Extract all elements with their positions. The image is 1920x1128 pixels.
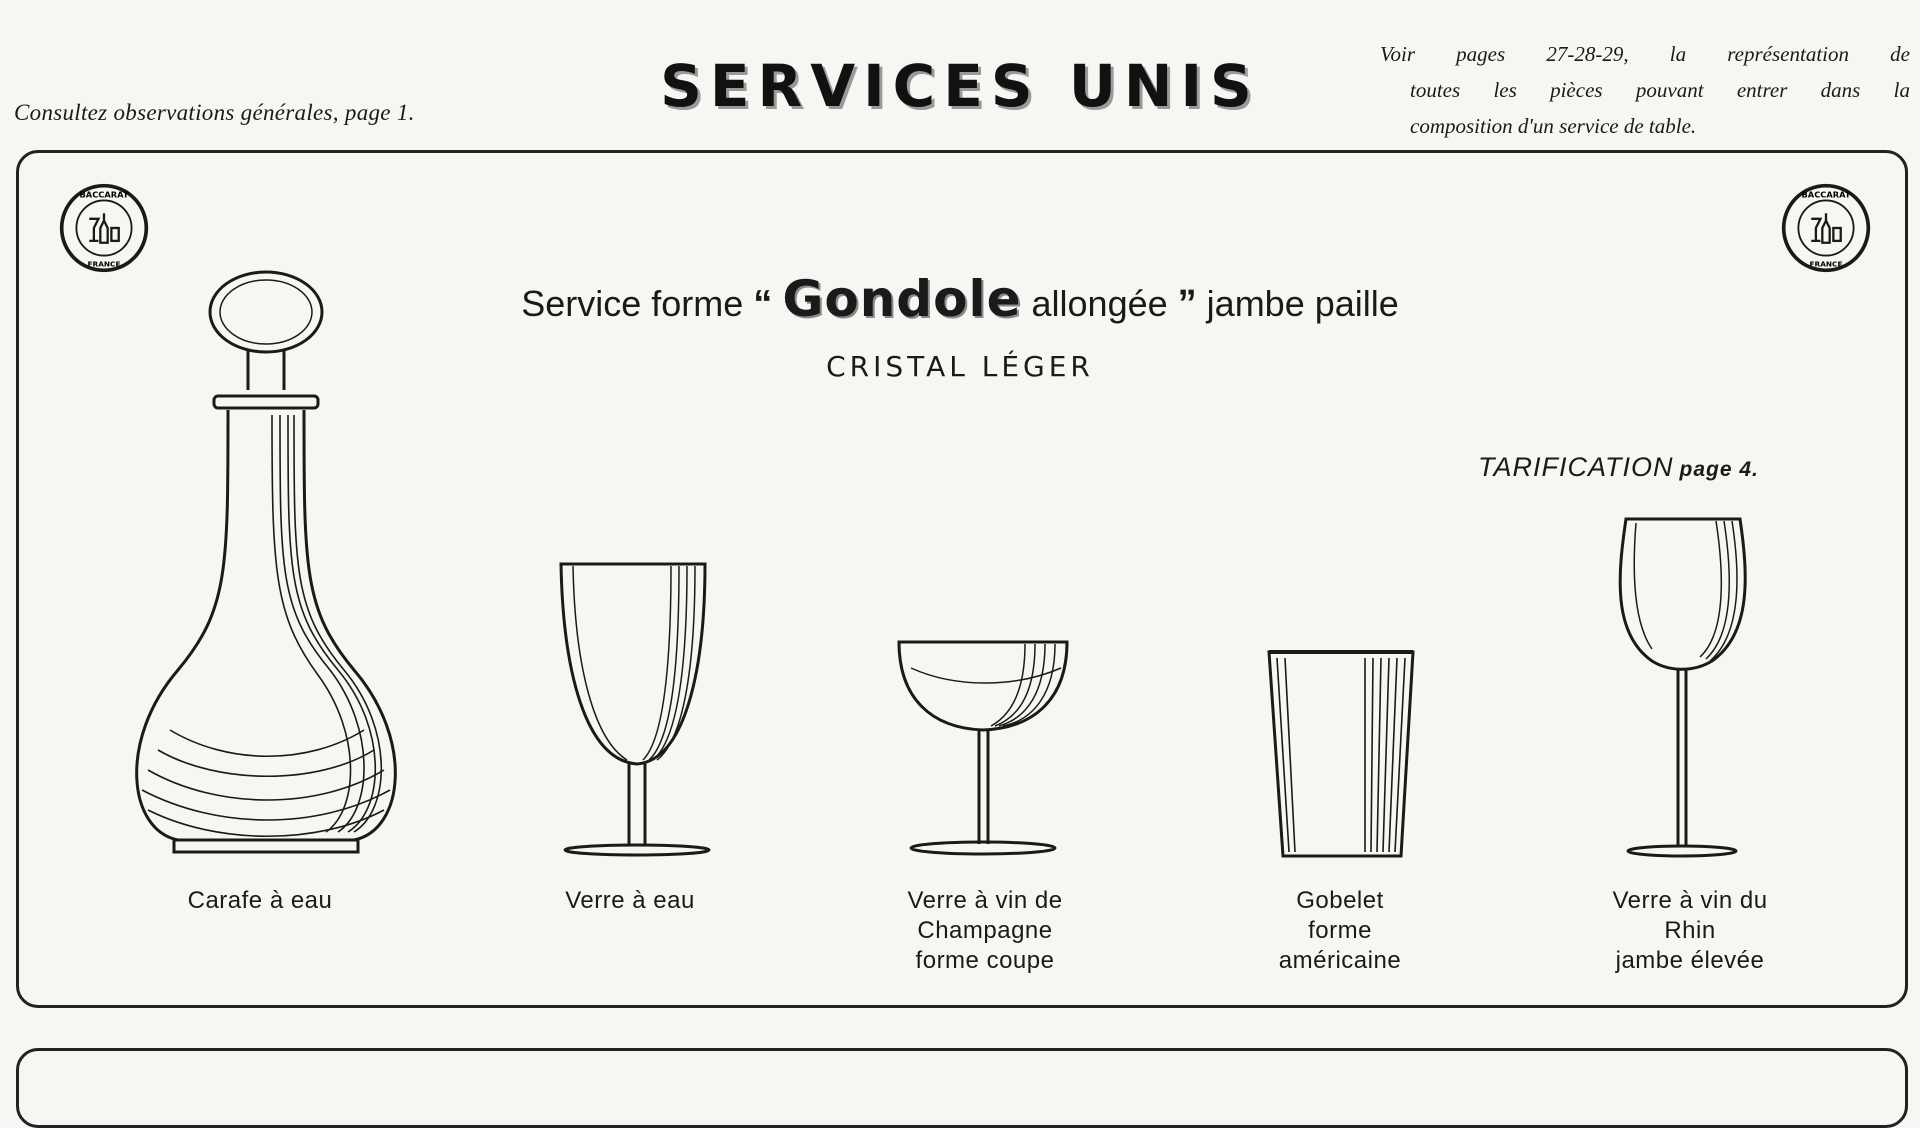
caption-line: Verre à eau [565,887,695,914]
caption-line: Verre à vin de [907,887,1063,914]
crystal-subtitle: CRISTAL LÉGER [826,350,1094,383]
note-line-1: Voir pages 27-28-29, la représentation de [1380,42,1910,66]
service-suffix: jambe paille [1206,283,1399,324]
baccarat-seal-icon [1780,182,1872,274]
caption-line: Rhin [1664,917,1716,944]
caption-line: Verre à vin du [1612,887,1768,914]
note-line-2: toutes les pièces pouvant entrer dans la [1410,78,1910,102]
caption-line: Gobelet [1296,887,1384,914]
page-title: SERVICES UNIS [660,52,1260,120]
caption-line: Carafe à eau [187,887,333,914]
pricing-label: TARIFICATION [1478,452,1674,482]
caption-carafe [130,886,390,916]
caption-line: forme [1308,917,1372,944]
logo-text-top: BACCARAT [79,189,129,200]
baccarat-seal-icon [58,182,150,274]
caption-line: américaine [1278,947,1402,974]
close-quote: ” [1177,283,1197,325]
pages-reference-note [1380,36,1910,144]
carafe-icon [118,270,408,860]
logo-text-bottom: FRANCE [87,259,121,269]
service-prefix: Service forme [521,283,744,324]
logo-text-top: BACCARAT [1801,189,1851,200]
open-quote: “ [753,283,773,325]
caption-line: forme coupe [915,947,1055,974]
caption-tumbler [1230,886,1450,976]
caption-line: jambe élevée [1615,947,1765,974]
rhine-wine-glass-icon [1612,513,1752,860]
water-glass-icon [555,560,715,860]
service-name: Gondole [782,270,1022,328]
caption-champagne-glass [860,886,1110,976]
champagne-coupe-icon [895,638,1075,860]
caption-rhine-glass [1560,886,1820,976]
pricing-reference [1478,452,1759,483]
note-line-3: composition d'un service de table. [1410,114,1697,138]
service-name-suffix: allongée [1031,283,1168,324]
next-panel-edge [16,1048,1908,1128]
caption-line: Champagne [917,917,1053,944]
general-observations-note: Consultez observations générales, page 1. [14,100,415,125]
tumbler-icon [1265,648,1420,860]
logo-text-bottom: FRANCE [1809,259,1843,269]
pricing-page: page 4. [1679,458,1759,481]
caption-water-glass [520,886,740,916]
